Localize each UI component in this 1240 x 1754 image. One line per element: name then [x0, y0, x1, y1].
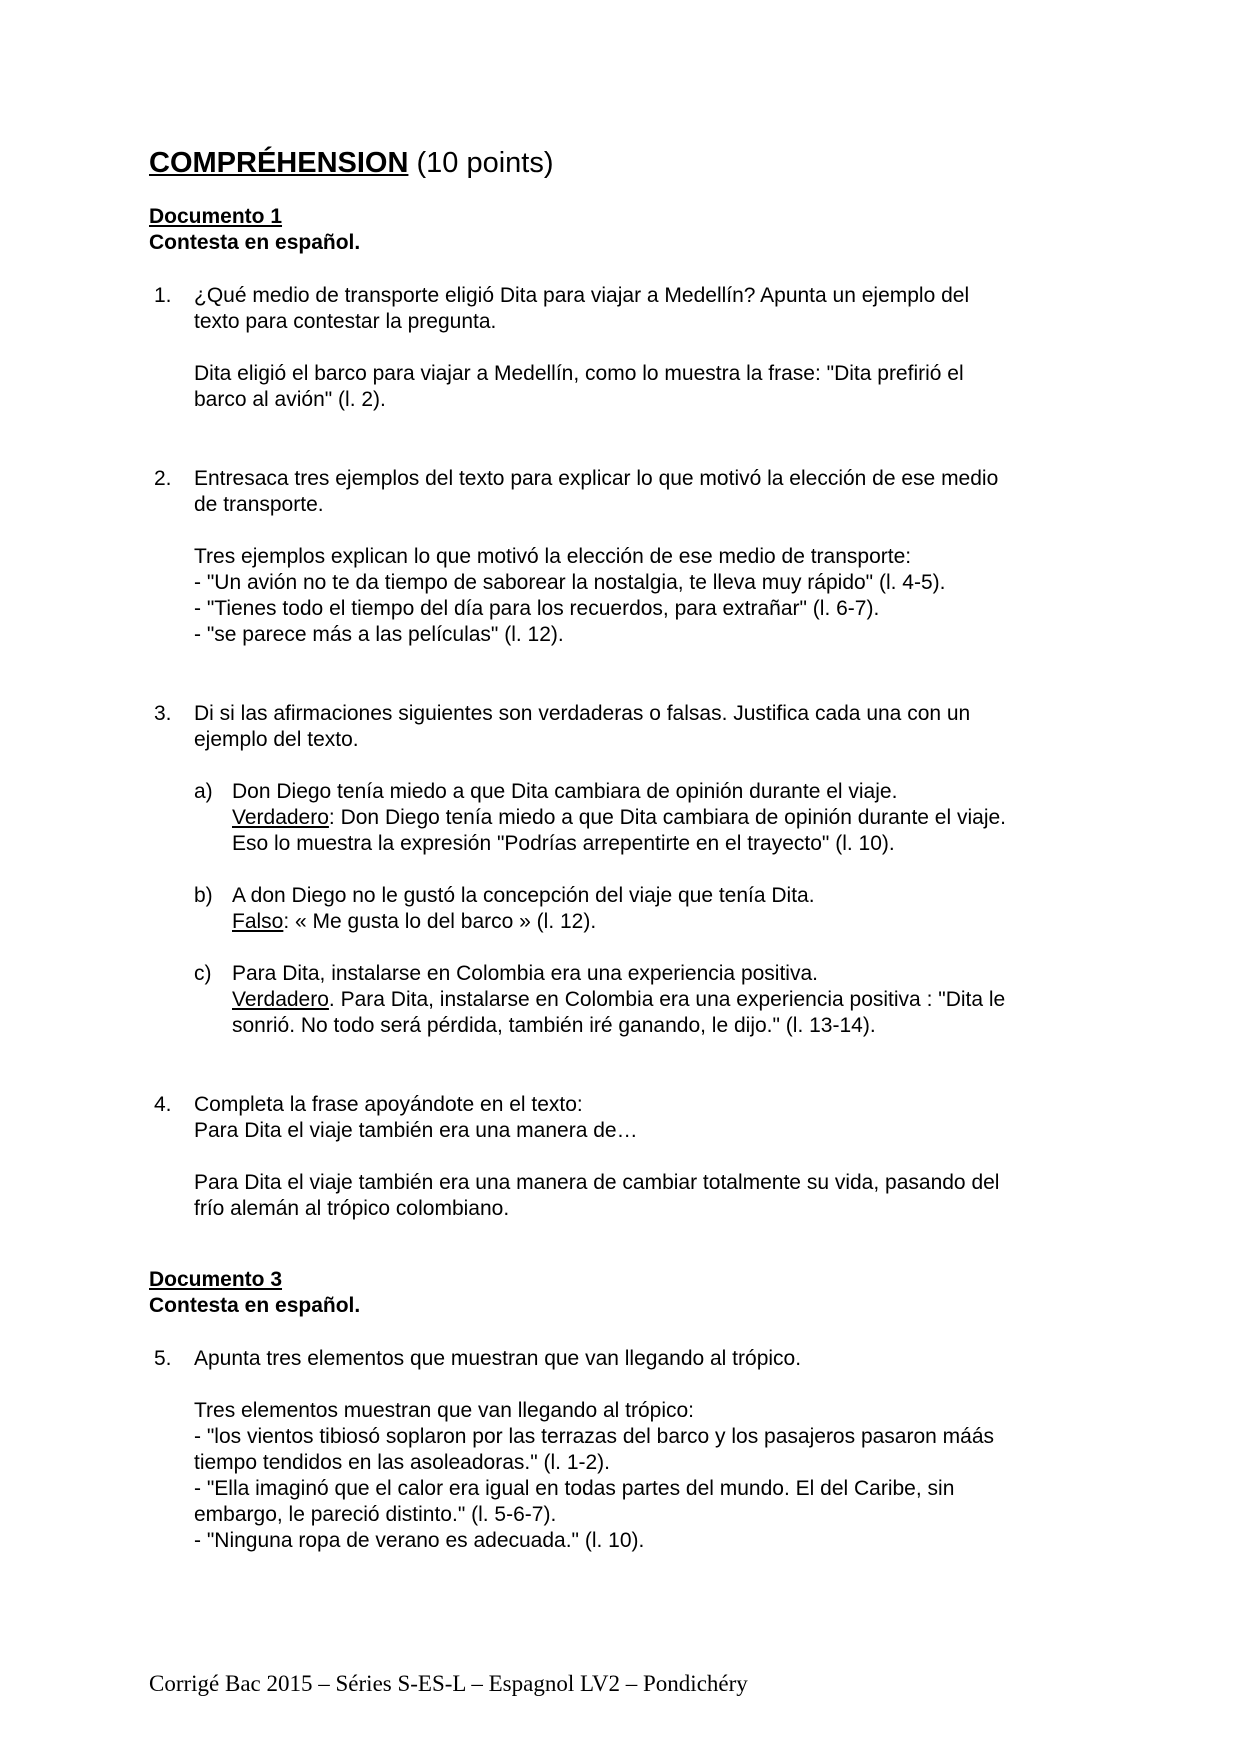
question-5-text-line-1: Apunta tres elementos que muestran que van llegando al trópico. — [194, 1347, 802, 1370]
question-3a-verdict: Verdadero — [232, 806, 329, 829]
question-3c-justification: . Para Dita, instalarse en Colombia era una experiencia positiva : "Dita le — [328, 988, 1006, 1011]
question-1-answer-line-2: barco al avión" (l. 2). — [194, 388, 386, 411]
document-1-header — [149, 204, 1109, 256]
question-3a — [194, 779, 1109, 857]
question-3-number: 3. — [154, 702, 172, 725]
question-3a-answer-line-1 — [232, 805, 1109, 831]
question-4-text-line-1: Completa la frase apoyándote en el texto: — [194, 1093, 583, 1116]
question-3b-answer-line-1 — [232, 909, 1109, 935]
question-3b — [194, 883, 1109, 935]
page-title — [149, 146, 1109, 180]
question-4-answer-line-2: frío alemán al trópico colombiano. — [194, 1197, 510, 1220]
question-5-number: 5. — [154, 1347, 172, 1370]
question-5-answer-item: - "Ninguna ropa de verano es adecuada." (l. 10). — [194, 1529, 645, 1552]
question-4-answer-line-1: Para Dita el viaje también era una manera de cambiar totalmente su vida, pasando del — [194, 1171, 1000, 1194]
question-3c-letter: c) — [194, 962, 212, 985]
question-4 — [149, 1092, 1109, 1222]
question-3b-verdict: Falso — [232, 910, 284, 933]
question-5-answer-item: - "los vientos tibiosó soplaron por las terrazas del barco y los pasajeros pasaron máás — [194, 1425, 995, 1448]
question-1-text-line-2: texto para contestar la pregunta. — [194, 310, 497, 333]
spacer — [149, 1039, 1109, 1092]
question-1-answer-line-1: Dita eligió el barco para viajar a Medellín, como lo muestra la frase: "Dita prefirió el — [194, 362, 964, 385]
question-3b-justification: : « Me gusta lo del barco » (l. 12). — [283, 910, 597, 933]
question-2-answer-item: - "Un avión no te da tiempo de saborear la nostalgia, te lleva muy rápido" (l. 4-5). — [194, 571, 946, 594]
question-3b-statement: A don Diego no le gustó la concepción del viaje que tenía Dita. — [232, 884, 815, 907]
question-5-answer-item: tiempo tendidos en las asoleadoras." (l. 1-2). — [194, 1451, 611, 1474]
page-footer: Corrigé Bac 2015 – Séries S-ES-L – Espagnol LV2 – Pondichéry — [149, 1671, 748, 1696]
question-3-text-line-2: ejemplo del texto. — [194, 728, 359, 751]
question-3-text-line-1: Di si las afirmaciones siguientes son verdaderas o falsas. Justifica cada una con un — [194, 702, 971, 725]
question-4-number: 4. — [154, 1093, 172, 1116]
question-3a-statement: Don Diego tenía miedo a que Dita cambiara de opinión durante el viaje. — [232, 780, 898, 803]
question-1-text-line-1: ¿Qué medio de transporte eligió Dita para viajar a Medellín? Apunta un ejemplo del — [194, 284, 970, 307]
question-1-answer — [194, 361, 1109, 413]
document-3-header — [149, 1267, 1109, 1319]
question-5 — [149, 1346, 1109, 1554]
question-2-number: 2. — [154, 467, 172, 490]
title-main: COMPRÉHENSION — [149, 147, 409, 179]
question-4-answer — [194, 1170, 1109, 1222]
question-2-answer-intro: Tres ejemplos explican lo que motivó la elección de ese medio de transporte: — [194, 545, 912, 568]
question-3 — [149, 701, 1109, 1039]
question-2-answer-item: - "Tienes todo el tiempo del día para los recuerdos, para extrañar" (l. 6-7). — [194, 597, 880, 620]
document-1-instruction: Contesta en español. — [149, 231, 361, 254]
question-3c-statement: Para Dita, instalarse en Colombia era una experiencia positiva. — [232, 962, 818, 985]
question-3a-answer-line-2: Eso lo muestra la expresión "Podrías arrepentirte en el trayecto" (l. 10). — [232, 832, 895, 855]
question-2-answer-item: - "se parece más a las películas" (l. 12). — [194, 623, 564, 646]
question-3c-verdict: Verdadero — [232, 988, 329, 1011]
question-5-answer-intro: Tres elementos muestran que van llegando al trópico: — [194, 1399, 695, 1422]
question-3b-letter: b) — [194, 884, 213, 907]
question-5-answer-item: embargo, le pareció distinto." (l. 5-6-7). — [194, 1503, 557, 1526]
question-5-answer-item: - "Ella imaginó que el calor era igual en todas partes del mundo. El del Caribe, sin — [194, 1477, 955, 1500]
spacer — [149, 1222, 1109, 1267]
question-4-text-line-2: Para Dita el viaje también era una manera de… — [194, 1119, 638, 1142]
title-points: (10 points) — [408, 147, 554, 179]
question-1-number: 1. — [154, 284, 172, 307]
document-3-heading: Documento 3 — [149, 1268, 283, 1291]
question-3c — [194, 961, 1109, 1039]
question-3c-answer-line-1 — [232, 987, 1109, 1013]
document-1-heading: Documento 1 — [149, 205, 283, 228]
question-3a-letter: a) — [194, 780, 213, 803]
question-1 — [149, 283, 1109, 413]
document-page — [149, 146, 1109, 1554]
question-2-text-line-1: Entresaca tres ejemplos del texto para explicar lo que motivó la elección de ese medio — [194, 467, 999, 490]
question-2-text-line-2: de transporte. — [194, 493, 324, 516]
question-5-answer — [194, 1398, 1109, 1554]
question-3c-answer-line-2: sonrió. No todo será pérdida, también iré ganando, le dijo." (l. 13-14). — [232, 1014, 876, 1037]
question-3a-justification: : Don Diego tenía miedo a que Dita cambiara de opinión durante el viaje. — [328, 806, 1007, 829]
document-3-instruction: Contesta en español. — [149, 1294, 361, 1317]
spacer — [149, 648, 1109, 701]
question-2 — [149, 466, 1109, 648]
question-2-answer — [194, 544, 1109, 648]
spacer — [149, 413, 1109, 466]
